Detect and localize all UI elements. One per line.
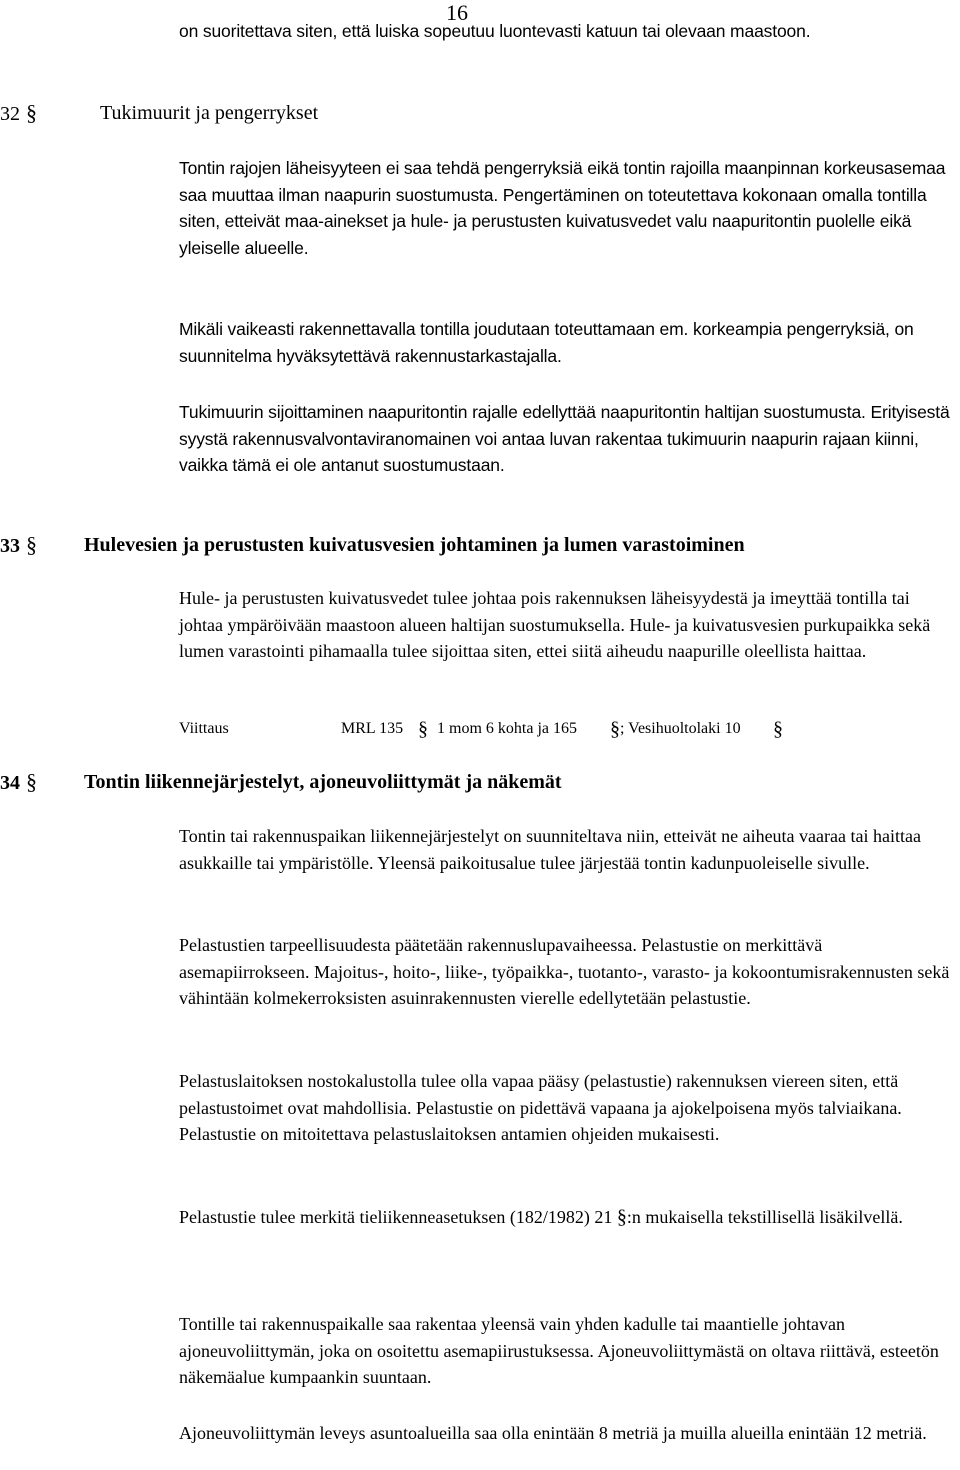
section-34-paragraph-6: Ajoneuvoliittymän leveys asuntoalueilla saa olla enintään 8 metriä ja muilla alueilla enintään 12 metriä. bbox=[179, 1423, 927, 1443]
section-34-paragraph-1: Tontin tai rakennuspaikan liikennejärjestelyt on suunniteltava niin, etteivät ne aiheuta vaaraa tai haittaa asukkaille tai ympäristölle. Yleensä paikoitusalue tulee järjestää tontin kadunpuoleiselle sivulle. bbox=[179, 826, 921, 873]
reference-law-c: ; Vesihuoltolaki 10 bbox=[620, 720, 741, 737]
section-title: Tukimuurit ja pengerrykset bbox=[100, 102, 319, 124]
paragraph-text: Pelastustie tulee merkitä tieliikenneasetuksen (182/1982) 21 bbox=[179, 1207, 613, 1227]
reference-law-b: 1 mom 6 kohta ja 165 bbox=[437, 720, 577, 737]
section-33-paragraph-1: Hule- ja perustusten kuivatusvedet tulee johtaa pois rakennuksen läheisyydestä ja imeyttää tontilla tai johtaa ympäröivään maastoon alueen haltijan suostumuksella. Hule- ja kuivatusvesien purkupaikka sekä lumen varastointi pihamaalla tulee sijoittaa siten, ettei siitä aiheudu naapurille oleellista haittaa. bbox=[179, 588, 931, 661]
section-34-paragraph-5: Tontille tai rakennuspaikalle saa rakentaa yleensä vain yhden kadulle tai maantielle johtavan ajoneuvoliittymän, joka on osoitettu asemapiirustuksessa. Ajoneuvoliittymästä on oltava riittävä, esteetön näkemäalue kumpaankin suuntaan. bbox=[179, 1314, 939, 1387]
section-33-heading bbox=[0, 532, 745, 559]
paragraph-text: Tukimuurin sijoittaminen naapuritontin rajalle edellyttää naapuritontin haltijan suostumusta. bbox=[179, 402, 866, 422]
paragraph-text: Erityisestä syystä rakennusvalvontaviranomainen voi antaa luvan rakentaa tukimuurin naapurin rajaan kiinni, vaikka tämä ei ole antanut suostumustaan. bbox=[179, 402, 950, 475]
section-34-paragraph-4 bbox=[179, 1204, 957, 1231]
section-32-heading bbox=[0, 100, 319, 127]
section-32-paragraph-3 bbox=[179, 399, 957, 479]
section-title: Tontin liikennejärjestelyt, ajoneuvoliittymät ja näkemät bbox=[84, 771, 562, 793]
page-number: 16 bbox=[446, 0, 468, 25]
section-number: 34 bbox=[0, 772, 20, 794]
intro-paragraph: on suoritettava siten, että luiska sopeutuu luontevasti katuun tai olevaan maastoon. bbox=[179, 21, 811, 41]
section-34-paragraph-2: Pelastustien tarpeellisuudesta päätetään rakennuslupavaiheessa. Pelastustie on merkittävä asemapiirrokseen. Majoitus-, hoito-, liike-, työpaikka-, tuotanto-, varasto- ja kokoontumisrakennusten sekä vähintään kolmekerroksisten asuinrakennusten vierelle edellytetään pelastustie. bbox=[179, 935, 950, 1008]
section-title: Hulevesien ja perustusten kuivatusvesien johtaminen ja lumen varastoiminen bbox=[84, 534, 745, 556]
section-symbol: § bbox=[26, 769, 37, 794]
section-symbol: § bbox=[418, 718, 428, 740]
section-symbol: § bbox=[616, 1206, 627, 1228]
section-34-heading bbox=[0, 769, 562, 796]
section-32-paragraph-2: Mikäli vaikeasti rakennettavalla tontilla joudutaan toteuttamaan em. korkeampia pengerryksiä, on suunnitelma hyväksytettävä rakennustarkastajalla. bbox=[179, 319, 914, 366]
section-34-paragraph-3: Pelastuslaitoksen nostokalustolla tulee olla vapaa pääsy (pelastustie) rakennuksen viereen siten, että pelastustoimet ovat mahdollisia. Pelastustie on pidettävä vapaana ja ajokelpoisena myös talviaikana. Pelastustie on mitoitettava pelastuslaitoksen antamien ohjeiden mukaisesti. bbox=[179, 1071, 902, 1144]
section-number: 32 bbox=[0, 103, 20, 125]
paragraph-text: :n mukaisella tekstillisellä lisäkilvellä. bbox=[626, 1207, 903, 1227]
section-symbol: § bbox=[773, 718, 783, 740]
section-number: 33 bbox=[0, 535, 20, 557]
section-symbol: § bbox=[610, 718, 620, 740]
section-32-paragraph-1: Tontin rajojen läheisyyteen ei saa tehdä pengerryksiä eikä tontin rajoilla maanpinnan korkeusasemaa saa muuttaa ilman naapurin suostumusta. Pengertäminen on toteutettava kokonaan omalla tontilla siten, etteivät maa-ainekset ja hule- ja perustusten kuivatusvedet valu naapuritontin puolelle eikä yleiselle alueelle. bbox=[179, 158, 946, 258]
section-symbol: § bbox=[26, 100, 37, 125]
reference-label: Viittaus bbox=[179, 720, 229, 737]
section-symbol: § bbox=[26, 532, 37, 557]
reference-law-a: MRL 135 bbox=[341, 720, 404, 737]
